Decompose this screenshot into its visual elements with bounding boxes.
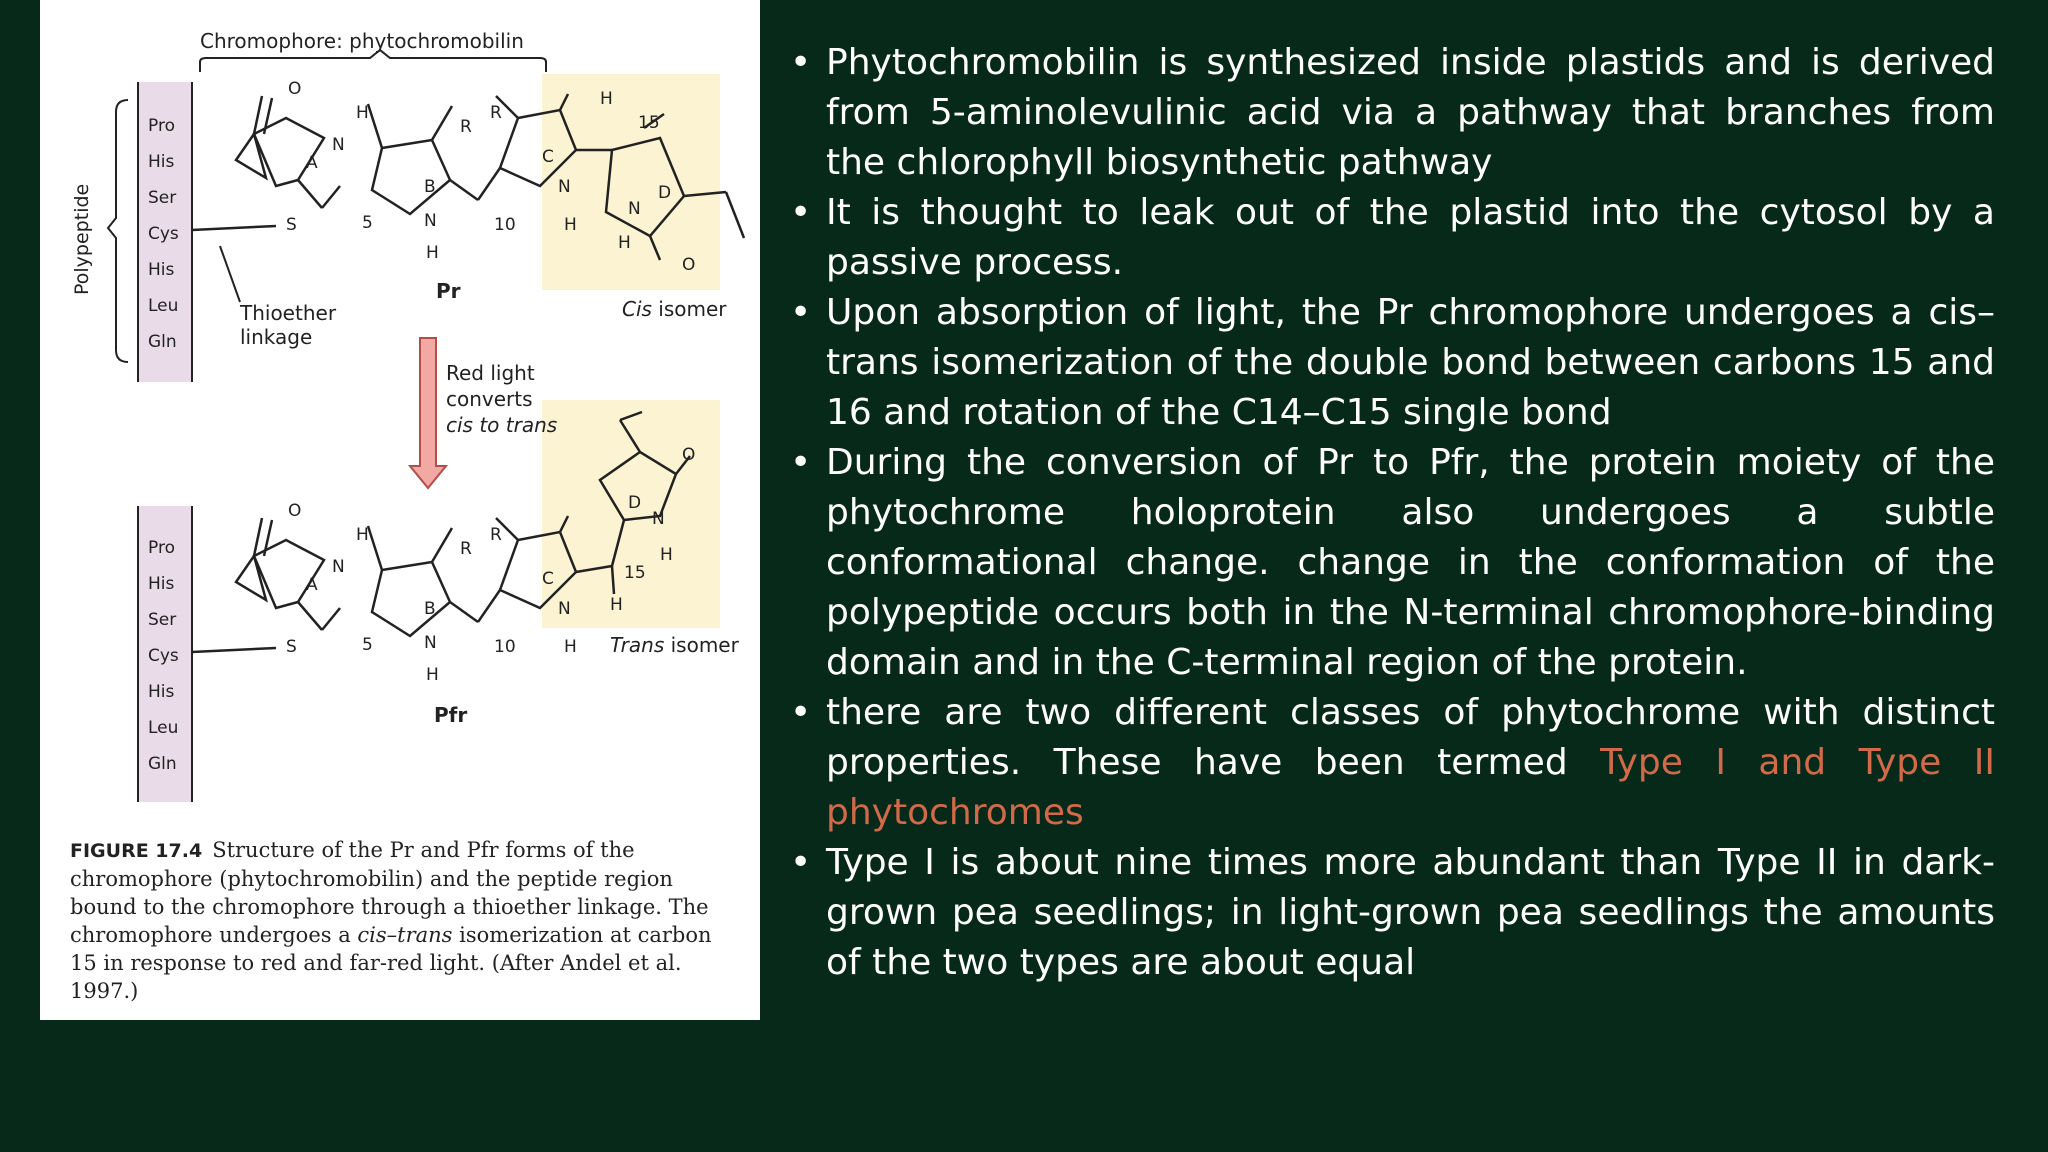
figure-number: FIGURE 17.4 <box>70 840 203 862</box>
bullet-dot: • <box>790 842 812 883</box>
ring-label-c: C <box>542 147 554 167</box>
pfr-label: Pfr <box>434 703 468 727</box>
residue-label: Pro <box>148 538 175 558</box>
atom-label: N <box>558 599 571 619</box>
thioether-pointer <box>220 246 240 302</box>
atom-label: H <box>618 233 631 253</box>
bullet-dot: • <box>790 292 812 333</box>
atom-label: H <box>426 665 439 685</box>
atom-label: R <box>460 117 472 137</box>
bullet-dot: • <box>790 692 812 733</box>
ring-label-b: B <box>424 177 436 197</box>
atom-label: S <box>286 637 297 657</box>
atom-label: 10 <box>494 637 516 657</box>
cis-isomer-label: Cis isomer <box>622 297 727 321</box>
polypeptide-brace <box>108 100 128 362</box>
thioether-label: Thioether linkage <box>240 301 337 349</box>
atom-label: 5 <box>362 213 373 233</box>
atom-label: N <box>558 177 571 197</box>
chromophore-label: Chromophore: phytochromobilin <box>200 29 524 53</box>
bullet-item <box>790 38 1995 188</box>
residue-label: His <box>148 574 175 594</box>
bullet-text: Phytochromobilin is synthesized inside plastids and is derived from 5-aminolevulinic acid via a pathway that branches from the chlorophyll biosynthetic pathway <box>826 42 1995 183</box>
ring-label-b: B <box>424 599 436 619</box>
residue-label: Gln <box>148 332 177 352</box>
atom-label: H <box>564 215 577 235</box>
atom-label: R <box>490 103 502 123</box>
atom-label: 15 <box>624 563 646 583</box>
atom-label: O <box>288 501 302 521</box>
residue-label: Ser <box>148 610 177 630</box>
bullet-text: During the conversion of Pr to Pfr, the protein moiety of the phytochrome holoprotein also undergoes a subtle conformational change. change in the conformation of the polypeptide occurs both in the N-terminal chromophore-binding domain and in the C-terminal region of the protein. <box>826 442 1995 683</box>
bullet-text: Type I is about nine times more abundant than Type II in dark-grown pea seedlings; in light-grown pea seedlings the amounts of the two types are about equal <box>826 842 1995 983</box>
chromophore-structure-diagram <box>40 0 760 820</box>
atom-label: 5 <box>362 635 373 655</box>
residue-label: Pro <box>148 116 175 136</box>
residue-label: Gln <box>148 754 177 774</box>
bullet-item <box>790 438 1995 688</box>
bullet-list <box>790 38 1995 988</box>
atom-label: H <box>610 595 623 615</box>
atom-label: 10 <box>494 215 516 235</box>
caption-text-end: isomerization at carbon 15 in response to red and far-red light. (After Andel et al. 1997.) <box>70 923 712 1003</box>
residue-label: His <box>148 260 175 280</box>
bullet-item <box>790 838 1995 988</box>
type-highlight: Type I and Type II phytochromes <box>826 742 1995 833</box>
caption-italic: cis–trans <box>357 923 453 947</box>
atom-label: H <box>426 243 439 263</box>
bullet-dot: • <box>790 42 812 83</box>
ring-label-c: C <box>542 569 554 589</box>
atom-label: N <box>424 211 437 231</box>
atom-label: S <box>286 215 297 235</box>
bullet-dot: • <box>790 192 812 233</box>
atom-label: R <box>490 525 502 545</box>
pr-label: Pr <box>436 279 461 303</box>
atom-label: R <box>460 539 472 559</box>
residue-label: Cys <box>148 646 179 666</box>
atom-label: O <box>288 79 302 99</box>
atom-label: N <box>332 557 345 577</box>
bullet-item <box>790 188 1995 288</box>
atom-label: O <box>682 445 696 465</box>
atom-label: N <box>628 199 641 219</box>
bullet-text: It is thought to leak out of the plastid into the cytosol by a passive process. <box>826 192 1995 283</box>
ring-label-d: D <box>658 183 672 203</box>
atom-label: H <box>356 103 369 123</box>
chromophore-brace <box>200 50 546 72</box>
polypeptide-label: Polypeptide <box>71 183 93 295</box>
bullet-item <box>790 288 1995 438</box>
ring-label-a: A <box>306 153 318 173</box>
red-light-arrow <box>410 338 446 488</box>
residue-label: Ser <box>148 188 177 208</box>
caption-text: Structure of the Pr and Pfr forms of the chromophore (phytochromobilin) and the peptide region bound to the chromophore through a thioether linkage. The chromophore undergoes a <box>70 838 709 947</box>
residue-label: Cys <box>148 224 179 244</box>
residue-label: His <box>148 152 175 172</box>
bullet-text: Upon absorption of light, the Pr chromophore undergoes a cis–trans isomerization of the double bond between carbons 15 and 16 and rotation of the C14–C15 single bond <box>826 292 1995 433</box>
atom-label: N <box>332 135 345 155</box>
atom-label: N <box>424 633 437 653</box>
figure-panel <box>40 0 760 1020</box>
bullet-text: there are two different classes of phytochrome with distinct properties. These have been termed <box>826 692 1995 783</box>
atom-label: H <box>356 525 369 545</box>
atom-label: N <box>652 509 665 529</box>
ring-label-d: D <box>628 493 642 513</box>
residue-label: His <box>148 682 175 702</box>
figure-caption <box>70 836 742 1005</box>
atom-label: H <box>660 545 673 565</box>
ring-label-a: A <box>306 575 318 595</box>
atom-label: O <box>682 255 696 275</box>
trans-isomer-label: Trans isomer <box>610 633 739 657</box>
bullet-dot: • <box>790 442 812 483</box>
residue-label: Leu <box>148 296 179 316</box>
trans-highlight-box <box>542 400 720 628</box>
bullet-item <box>790 688 1995 838</box>
atom-label: H <box>600 89 613 109</box>
red-light-arrow-text: Red light converts cis to trans <box>446 361 558 437</box>
atom-label: 15 <box>638 113 660 133</box>
residue-label: Leu <box>148 718 179 738</box>
atom-label: H <box>564 637 577 657</box>
